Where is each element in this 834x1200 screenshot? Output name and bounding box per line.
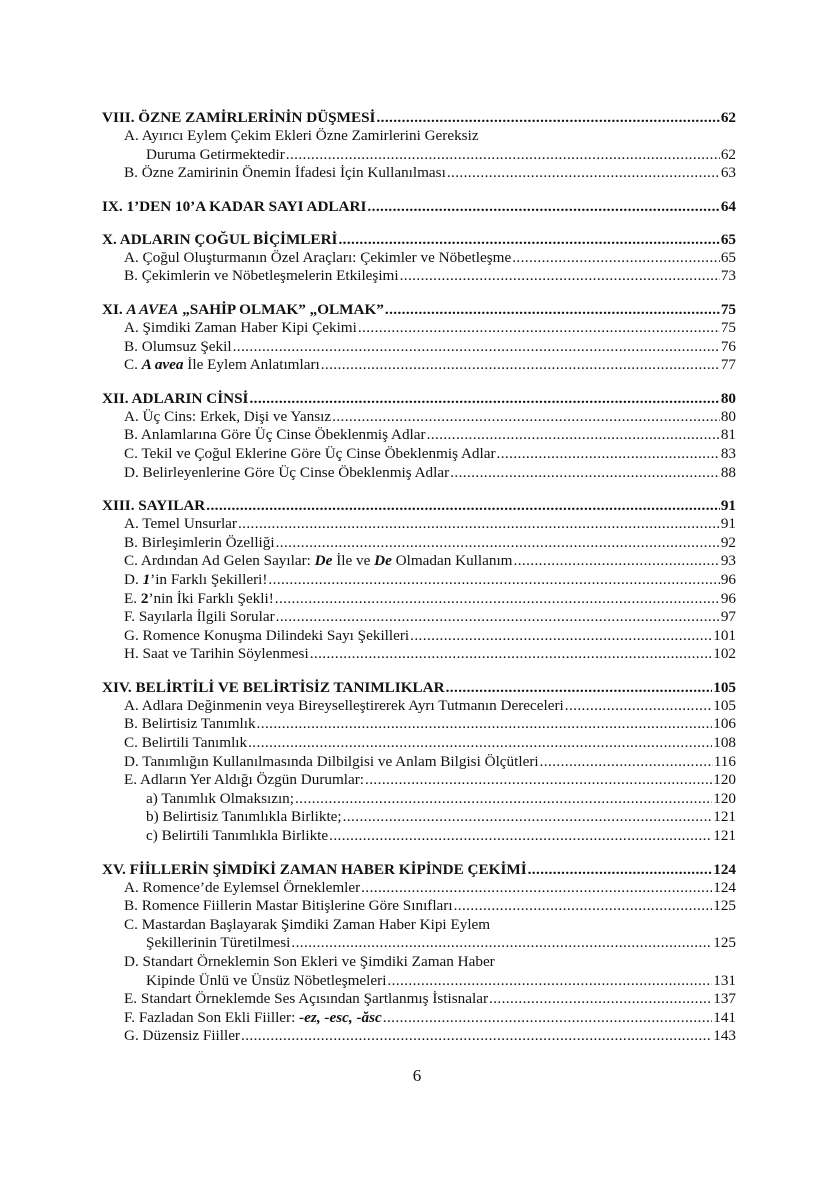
entry-title: a) Tanımlık Olmaksızın; — [146, 789, 294, 807]
page-ref: 81 — [720, 426, 736, 444]
toc-entry[interactable] — [102, 552, 736, 571]
entry-title: G. Romence Konuşma Dilindeki Sayı Şekilleri — [124, 626, 410, 644]
entry-title: C. Belirtili Tanımlık — [124, 734, 248, 752]
dot-leader — [276, 608, 720, 627]
entry-title — [124, 590, 274, 609]
entry-title: F. Sayılarla İlgili Sorular — [124, 608, 275, 626]
dot-leader — [512, 249, 720, 268]
page-ref: 76 — [720, 337, 736, 355]
dot-leader — [291, 934, 712, 953]
entry-italic: De — [374, 552, 392, 570]
entry-title: D. Tanımlığın Kullanılmasında Dilbilgisi ve Anlam Bilgisi Ölçütleri — [124, 752, 539, 770]
entry-prefix: C. Ardından Ad Gelen Sayılar: — [124, 552, 315, 570]
toc-entry-first-line[interactable]: C. Mastardan Başlayarak Şimdiki Zaman Haber Kipi Eylem — [124, 915, 491, 933]
toc-entry[interactable] — [102, 990, 736, 1009]
dot-leader — [497, 445, 720, 464]
page-ref: 65 — [720, 248, 736, 266]
toc-entry-first-line[interactable]: D. Standart Örneklemin Son Ekleri ve Şimdiki Zaman Haber — [124, 953, 495, 970]
toc-section-viii — [102, 108, 736, 183]
entry-title: D. Belirleyenlerine Göre Üç Cinse Öbeklenmiş Adlar — [124, 463, 450, 481]
page-ref: 83 — [720, 444, 736, 462]
entry-title: Şekillerinin Türetilmesi — [146, 934, 291, 952]
dot-leader — [447, 164, 720, 183]
dot-leader — [410, 627, 712, 646]
page-ref: 120 — [713, 771, 736, 789]
dot-leader — [233, 338, 720, 357]
page-ref: 105 — [713, 678, 736, 696]
toc-entry[interactable] — [102, 534, 736, 553]
entry-title: A. Üç Cins: Erkek, Dişi ve Yansız — [124, 407, 332, 425]
toc-section-xiv — [102, 678, 736, 846]
toc-entry[interactable] — [102, 515, 736, 534]
toc-entry[interactable] — [102, 753, 736, 772]
dot-leader — [400, 267, 720, 286]
page-ref: 97 — [720, 608, 736, 626]
toc-entry[interactable] — [102, 972, 736, 991]
page-ref: 62 — [720, 145, 736, 163]
dot-leader — [376, 108, 719, 127]
page-ref: 143 — [713, 1027, 736, 1045]
entry-title: B. Belirtisiz Tanımlık — [124, 715, 256, 733]
toc-subentry[interactable] — [102, 808, 736, 827]
page-ref: 131 — [713, 971, 736, 989]
dot-leader — [454, 897, 713, 916]
page-ref: 101 — [713, 626, 736, 644]
toc-heading[interactable] — [102, 230, 736, 249]
toc-section-xi — [102, 300, 736, 375]
toc-entry[interactable] — [102, 590, 736, 609]
dot-leader — [275, 590, 720, 609]
toc-section-x — [102, 230, 736, 286]
dot-leader — [241, 1027, 712, 1046]
heading-prefix: XI. — [102, 300, 127, 318]
page-ref: 75 — [720, 318, 736, 336]
dot-leader — [361, 879, 712, 898]
dot-leader — [238, 515, 720, 534]
page-ref: 137 — [713, 990, 736, 1008]
toc-entry[interactable] — [102, 464, 736, 483]
dot-leader — [276, 534, 720, 553]
entry-suffix: Olmadan Kullanım — [391, 552, 513, 570]
dot-leader — [332, 408, 720, 427]
dot-leader — [329, 827, 712, 846]
dot-leader — [358, 319, 720, 338]
dot-leader — [489, 990, 712, 1009]
toc-section-xv — [102, 860, 736, 1046]
toc-entry[interactable] — [102, 1027, 736, 1046]
toc-entry[interactable] — [102, 338, 736, 357]
toc-heading[interactable] — [102, 197, 736, 216]
heading-title: XIV. BELİRTİLİ VE BELİRTİSİZ TANIMLIKLAR — [102, 678, 445, 696]
page-ref: 116 — [713, 752, 736, 770]
toc-entry[interactable] — [102, 249, 736, 268]
entry-title: Kipinde Ünlü ve Ünsüz Nöbetleşmeleri — [146, 971, 387, 989]
dot-leader — [206, 496, 720, 515]
toc-heading[interactable] — [102, 860, 736, 879]
toc-entry[interactable] — [102, 356, 736, 375]
entry-title: A. Çoğul Oluşturmanın Özel Araçları: Çekimler ve Nöbetleşme — [124, 248, 512, 266]
dot-leader — [286, 146, 720, 165]
toc-heading[interactable] — [102, 300, 736, 319]
page-ref: 93 — [720, 552, 736, 570]
dot-leader — [310, 645, 713, 664]
toc-section-xii — [102, 389, 736, 482]
toc-entry[interactable] — [102, 1009, 736, 1028]
entry-title: B. Birleşimlerin Özelliği — [124, 533, 275, 551]
dot-leader — [565, 697, 712, 716]
entry-italic: -ez, -esc, -ăsc — [299, 1008, 382, 1026]
entry-title: B. Özne Zamirinin Önemin İfadesi İçin Kullanılması — [124, 164, 446, 182]
toc-section-xiii — [102, 496, 736, 664]
toc-entry[interactable] — [102, 319, 736, 338]
entry-title: A. Şimdiki Zaman Haber Kipi Çekimi — [124, 318, 357, 336]
toc-entry[interactable] — [102, 715, 736, 734]
entry-title — [124, 571, 267, 590]
entry-prefix: C. — [124, 356, 142, 374]
toc-entry[interactable] — [102, 267, 736, 286]
entry-title — [124, 356, 320, 375]
dot-leader — [249, 389, 719, 408]
page-ref: 106 — [713, 715, 736, 733]
dot-leader — [367, 197, 719, 216]
page-ref: 63 — [720, 164, 736, 182]
entry-title: b) Belirtisiz Tanımlıkla Birlikte; — [146, 808, 342, 826]
toc-entry[interactable] — [102, 771, 736, 790]
entry-title — [124, 552, 513, 571]
toc-entry[interactable] — [102, 164, 736, 183]
heading-title: VIII. ÖZNE ZAMİRLERİNİN DÜŞMESİ — [102, 109, 376, 126]
toc-entry-first-line[interactable]: A. Ayırıcı Eylem Çekim Ekleri Özne Zamirlerini Gereksiz — [124, 127, 479, 144]
dot-leader — [338, 230, 719, 249]
page-ref: 102 — [713, 645, 736, 663]
heading-suffix: „SAHİP OLMAK” „OLMAK” — [178, 300, 384, 318]
entry-title: E. Standart Örneklemde Ses Açısından Şartlanmış İstisnalar — [124, 990, 489, 1008]
toc-heading[interactable] — [102, 678, 736, 697]
entry-title: H. Saat ve Tarihin Söylenmesi — [124, 645, 309, 663]
dot-leader — [268, 571, 719, 590]
page-ref: 120 — [713, 789, 736, 807]
toc-entry[interactable] — [102, 934, 736, 953]
heading-italic: A AVEA — [126, 300, 179, 318]
toc-subentry[interactable] — [102, 790, 736, 809]
dot-leader — [383, 1009, 712, 1028]
toc-entry[interactable] — [102, 879, 736, 898]
toc-heading[interactable] — [102, 496, 736, 515]
page-ref: 91 — [720, 515, 736, 533]
dot-leader — [387, 972, 712, 991]
page-ref: 121 — [713, 827, 736, 845]
dot-leader — [257, 715, 713, 734]
entry-title: A. Temel Unsurlar — [124, 515, 237, 533]
entry-italic: A avea — [141, 356, 184, 374]
page-ref: 88 — [720, 463, 736, 481]
page-ref: 96 — [720, 589, 736, 607]
page-ref: 80 — [720, 389, 736, 407]
entry-title: G. Düzensiz Fiiller — [124, 1027, 240, 1045]
page-ref: 91 — [720, 497, 736, 515]
toc-subentry[interactable] — [102, 827, 736, 846]
dot-leader — [343, 808, 713, 827]
entry-title — [124, 1009, 382, 1028]
page-ref: 92 — [720, 533, 736, 551]
dot-leader — [446, 678, 713, 697]
toc-entry[interactable] — [102, 146, 736, 165]
dot-leader — [540, 753, 713, 772]
dot-leader — [295, 790, 712, 809]
dot-leader — [427, 426, 720, 445]
entry-title: Duruma Getirmektedir — [146, 145, 285, 163]
dot-leader — [321, 356, 720, 375]
page-ref: 125 — [713, 897, 736, 915]
page-ref: 121 — [713, 808, 736, 826]
page-ref: 125 — [713, 934, 736, 952]
page-ref: 96 — [720, 570, 736, 588]
heading-title: X. ADLARIN ÇOĞUL BİÇİMLERİ — [102, 230, 338, 248]
heading-title: IX. 1’DEN 10’A KADAR SAYI ADLARI — [102, 197, 367, 215]
heading-title — [102, 300, 384, 319]
toc-entry[interactable] — [102, 608, 736, 627]
toc-heading[interactable] — [102, 108, 736, 127]
toc-section-ix — [102, 197, 736, 216]
page-ref: 105 — [713, 696, 736, 714]
entry-title: E. Adların Yer Aldığı Özgün Durumlar: — [124, 771, 365, 789]
toc-entry[interactable] — [102, 897, 736, 916]
heading-title: XV. FİİLLERİN ŞİMDİKİ ZAMAN HABER KİPİNDE ÇEKİMİ — [102, 860, 527, 878]
dot-leader — [514, 552, 720, 571]
entry-title: A. Adlara Değinmenin veya Bireyselleştirerek Ayrı Tutmanın Dereceleri — [124, 696, 564, 714]
table-of-contents — [102, 108, 736, 1060]
entry-prefix: F. Fazladan Son Ekli Fiiller: — [124, 1008, 300, 1026]
toc-entry[interactable] — [102, 408, 736, 427]
dot-leader — [385, 300, 720, 319]
entry-suffix: ’nin İki Farklı Şekli! — [148, 589, 274, 607]
page-ref: 64 — [720, 197, 736, 215]
dot-leader — [528, 860, 713, 879]
entry-prefix: E. — [124, 589, 141, 607]
heading-title: XIII. SAYILAR — [102, 497, 206, 515]
entry-italic: De — [314, 552, 333, 570]
entry-title: A. Romence’de Eylemsel Örneklemler — [124, 878, 361, 896]
page-number: 6 — [412, 1066, 422, 1085]
entry-title: B. Anlamlarına Göre Üç Cinse Öbeklenmiş Adlar — [124, 426, 426, 444]
entry-title: B. Çekimlerin ve Nöbetleşmelerin Etkileşimi — [124, 267, 399, 285]
dot-leader — [365, 771, 712, 790]
page-ref: 65 — [720, 230, 736, 248]
toc-heading[interactable] — [102, 389, 736, 408]
entry-bold: 2 — [140, 589, 149, 607]
entry-suffix: ’in Farklı Şekilleri! — [150, 570, 268, 588]
page-ref: 141 — [713, 1008, 736, 1026]
page-ref: 75 — [720, 300, 736, 318]
toc-entry[interactable] — [102, 734, 736, 753]
entry-italic: 1 — [142, 570, 151, 588]
toc-entry[interactable] — [102, 627, 736, 646]
toc-entry[interactable] — [102, 697, 736, 716]
page-ref: 77 — [720, 356, 736, 374]
page-ref: 124 — [713, 878, 736, 896]
heading-title: XII. ADLARIN CİNSİ — [102, 389, 249, 407]
page-ref: 73 — [720, 267, 736, 285]
entry-middle: İle ve — [332, 552, 375, 570]
dot-leader — [450, 464, 720, 483]
toc-entry[interactable] — [102, 426, 736, 445]
dot-leader — [248, 734, 712, 753]
page-ref: 80 — [720, 407, 736, 425]
entry-title: B. Romence Fiillerin Mastar Bitişlerine Göre Sınıfları — [124, 897, 453, 915]
entry-title: c) Belirtili Tanımlıkla Birlikte — [146, 827, 329, 845]
entry-title: B. Olumsuz Şekil — [124, 337, 232, 355]
toc-entry[interactable] — [102, 645, 736, 664]
toc-entry[interactable] — [102, 445, 736, 464]
entry-prefix: D. — [124, 570, 143, 588]
entry-title: C. Tekil ve Çoğul Eklerine Göre Üç Cinse Öbeklenmiş Adlar — [124, 444, 496, 462]
page-ref: 124 — [713, 860, 736, 878]
page-ref: 62 — [720, 109, 736, 126]
toc-entry[interactable] — [102, 571, 736, 590]
page-ref: 108 — [713, 734, 736, 752]
entry-suffix: İle Eylem Anlatımları — [183, 356, 320, 374]
